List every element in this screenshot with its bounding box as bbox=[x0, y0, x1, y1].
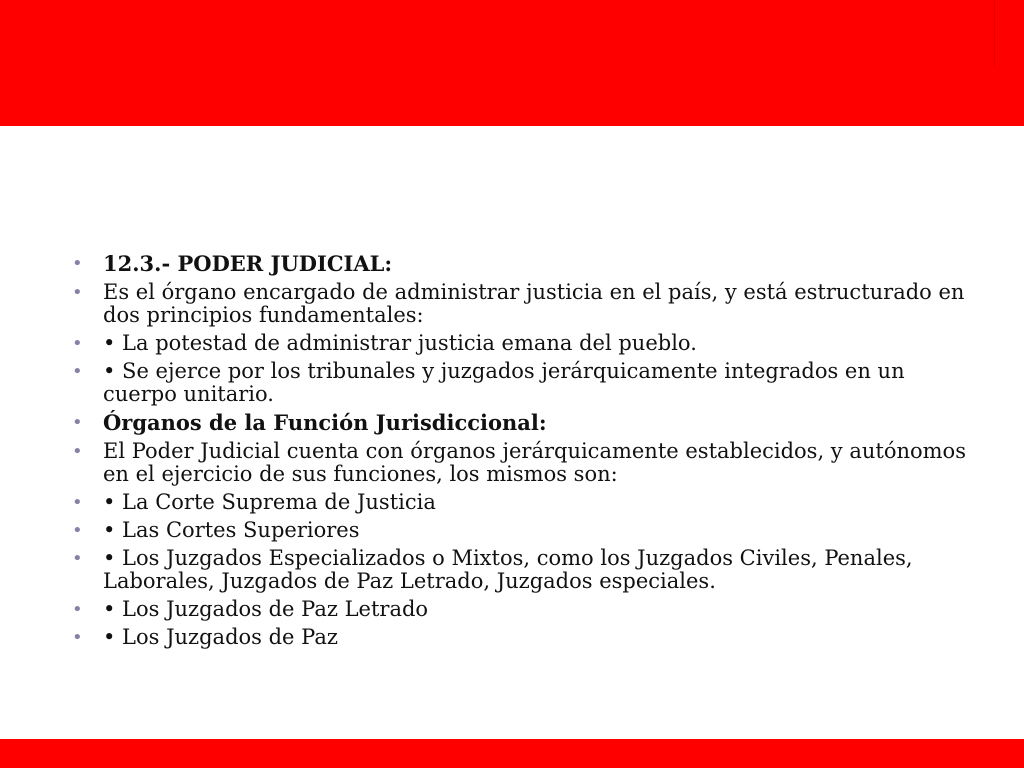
bullet-dot-icon: • bbox=[72, 361, 83, 382]
bullet-dot-icon: • bbox=[72, 492, 83, 513]
bullet-text: • Los Juzgados de Paz bbox=[103, 625, 338, 649]
bullet-item bbox=[72, 332, 972, 355]
bullet-text: • La potestad de administrar justicia emana del pueblo. bbox=[103, 331, 697, 355]
bullet-dot-icon: • bbox=[72, 627, 83, 648]
bullet-item bbox=[72, 519, 972, 542]
header-band bbox=[0, 0, 1024, 126]
bullet-item bbox=[72, 411, 972, 435]
bullet-item bbox=[72, 598, 972, 621]
bullet-dot-icon: • bbox=[72, 253, 83, 274]
bullet-dot-icon: • bbox=[72, 520, 83, 541]
bullet-dot-icon: • bbox=[72, 548, 83, 569]
bullet-dot-icon: • bbox=[72, 412, 83, 433]
bullet-dot-icon: • bbox=[72, 282, 83, 303]
bullet-text: Es el órgano encargado de administrar justicia en el país, y está estructurado en dos principios fundamentales: bbox=[103, 280, 965, 327]
bullet-item bbox=[72, 547, 972, 593]
header-divider bbox=[994, 0, 995, 66]
bullet-item bbox=[72, 440, 972, 486]
bullet-dot-icon: • bbox=[72, 333, 83, 354]
bullet-item bbox=[72, 491, 972, 514]
bullet-text: El Poder Judicial cuenta con órganos jerárquicamente establecidos, y autónomos en el ejercicio de sus funciones, los mismos son: bbox=[103, 439, 966, 486]
slide-content bbox=[72, 252, 972, 654]
bullet-text: Órganos de la Función Jurisdiccional: bbox=[103, 410, 547, 435]
bullet-text: • Los Juzgados Especializados o Mixtos, como los Juzgados Civiles, Penales, Laborales, Juzgados de Paz Letrado, Juzgados especiales. bbox=[103, 546, 913, 593]
bullet-item bbox=[72, 360, 972, 406]
bullet-item bbox=[72, 281, 972, 327]
bullet-text: • Los Juzgados de Paz Letrado bbox=[103, 597, 429, 621]
bullet-item bbox=[72, 626, 972, 649]
footer-band bbox=[0, 739, 1024, 768]
bullet-item bbox=[72, 252, 972, 276]
bullet-dot-icon: • bbox=[72, 441, 83, 462]
bullet-text: 12.3.- PODER JUDICIAL: bbox=[103, 251, 393, 276]
bullet-text: • La Corte Suprema de Justicia bbox=[103, 490, 436, 514]
bullet-dot-icon: • bbox=[72, 599, 83, 620]
bullet-list bbox=[72, 252, 972, 649]
bullet-text: • Se ejerce por los tribunales y juzgados jerárquicamente integrados en un cuerpo unitario. bbox=[103, 359, 905, 406]
bullet-text: • Las Cortes Superiores bbox=[103, 518, 360, 542]
